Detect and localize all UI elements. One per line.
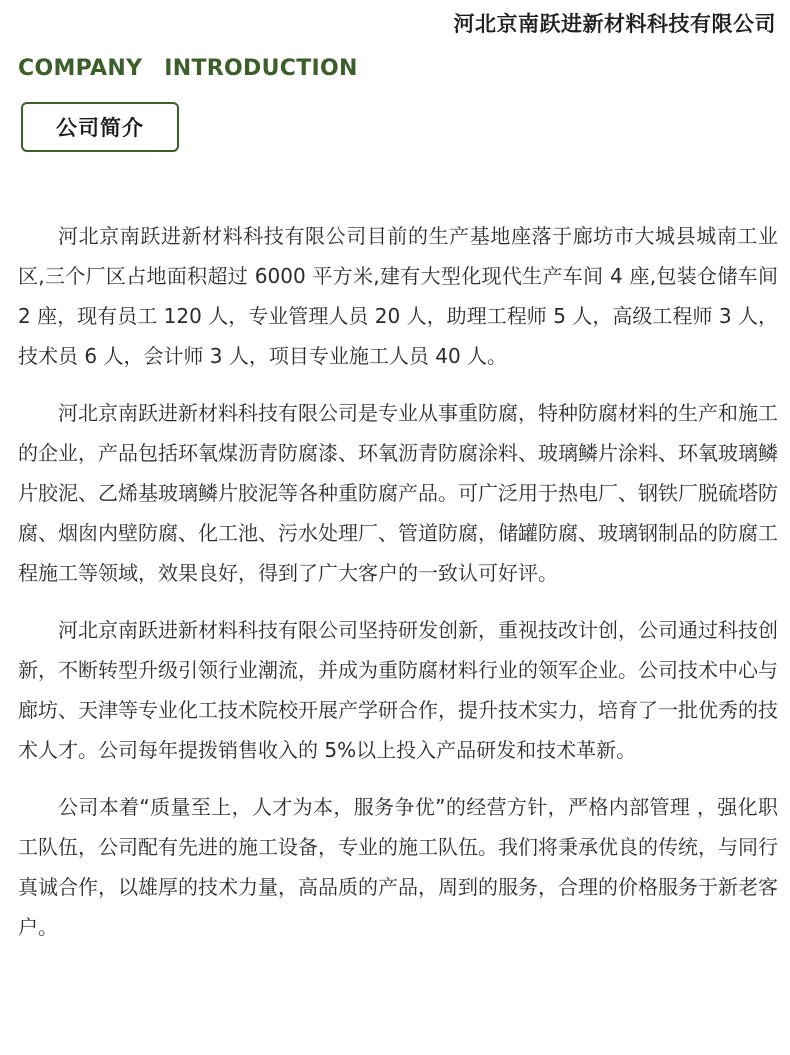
intro-paragraph-4: 公司本着“质量至上，人才为本，服务争优”的经营方针，严格内部管理 ，强化职工队伍，公司配有先进的施工设备，专业的施工队伍。我们将秉承优良的传统，与同行真诚合作，以雄厚的技术力量，高品质的产品，周到的服务，合理的价格服务于新老客户。: [18, 795, 778, 939]
intro-paragraph-1: 河北京南跃进新材料科技有限公司目前的生产基地座落于廊坊市大城县城南工业区,三个厂区占地面积超过 6000 平方米,建有大型化现代生产车间 4 座,包装仓储车间 2 座，现有员工 120 人，专业管理人员 20 人，助理工程师 5 人，高级工程师 3 人，技术员 6 人，会计师 3 人，项目专业施工人员 40 人。: [18, 224, 778, 368]
section-title-badge: [21, 102, 179, 152]
section-title-en: COMPANY INTRODUCTION: [18, 56, 358, 81]
intro-paragraph-2: 河北京南跃进新材料科技有限公司是专业从事重防腐，特种防腐材料的生产和施工的企业，产品包括环氧煤沥青防腐漆、环氧沥青防腐涂料、玻璃鳞片涂料、环氧玻璃鳞片胶泥、乙烯基玻璃鳞片胶泥等各种重防腐产品。可广泛用于热电厂、钢铁厂脱硫塔防腐、烟囱内壁防腐、化工池、污水处理厂、管道防腐，储罐防腐、玻璃钢制品的防腐工程施工等领域，效果良好，得到了广大客户的一致认可好评。: [18, 401, 778, 585]
intro-paragraph-3: 河北京南跃进新材料科技有限公司坚持研发创新，重视技改计创，公司通过科技创新，不断转型升级引领行业潮流，并成为重防腐材料行业的领军企业。公司技术中心与廊坊、天津等专业化工技术院校开展产学研合作，提升技术实力，培育了一批优秀的技术人才。公司每年提拨销售收入的 5%以上投入产品研发和技术革新。: [18, 618, 778, 762]
intro-content: [18, 216, 778, 964]
section-title-cn: 公司简介: [56, 116, 144, 140]
company-name: 河北京南跃进新材料科技有限公司: [453, 12, 776, 36]
